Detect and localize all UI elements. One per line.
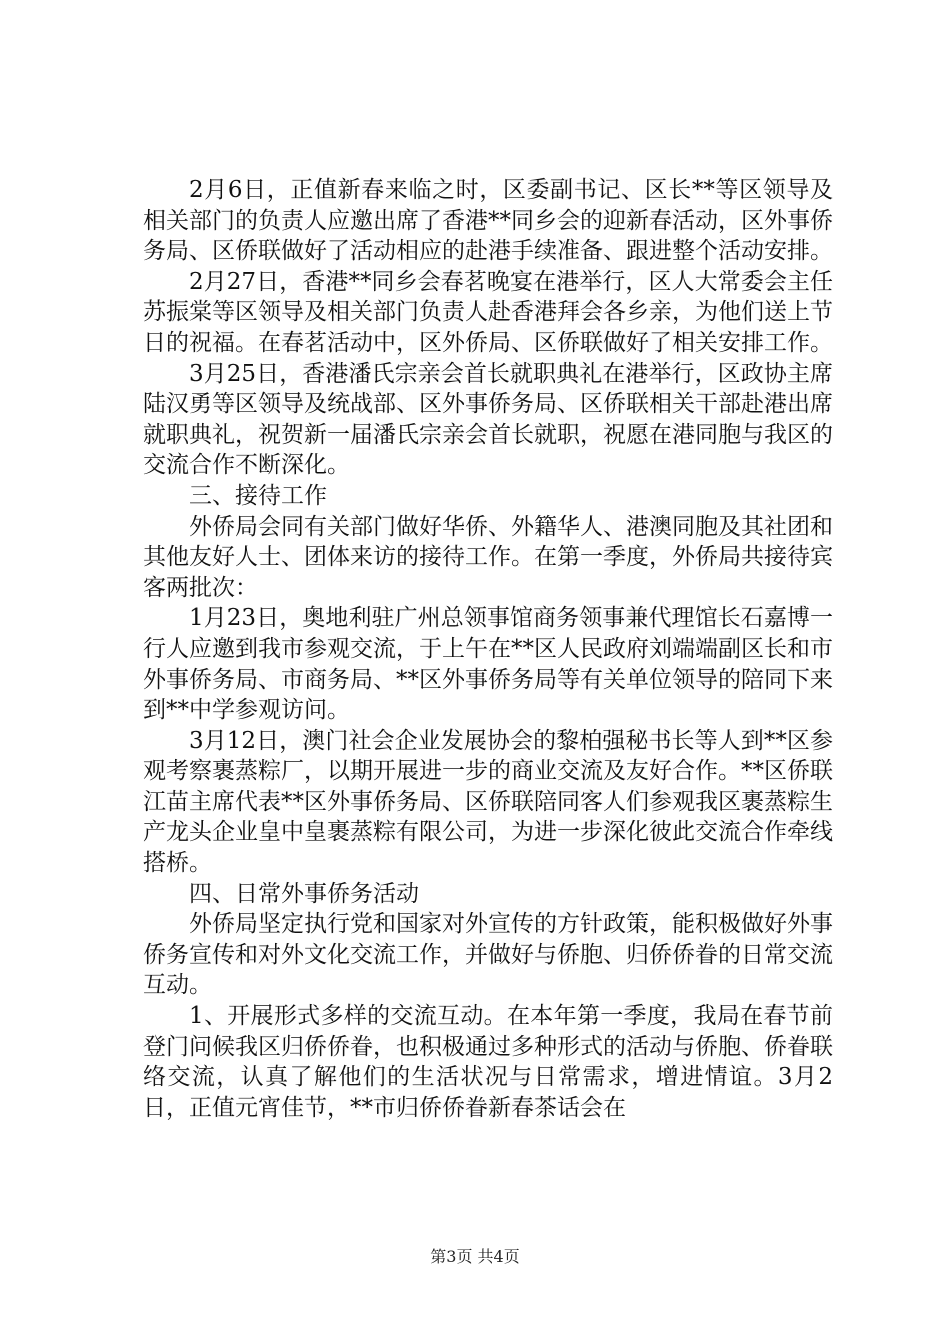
paragraph-feb6: 2月6日，正值新春来临之时，区委副书记、区长**等区领导及相关部门的负责人应邀出席了香港**同乡会的迎新春活动，区外事侨务局、区侨联做好了活动相应的赴港手续准备、跟进整个活动安排。 xyxy=(143,177,833,265)
section-heading-reception: 三、接待工作 xyxy=(189,482,327,509)
section-heading-daily-activities: 四、日常外事侨务活动 xyxy=(189,880,419,907)
paragraph-mar25: 3月25日，香港潘氏宗亲会首长就职典礼在港举行，区政协主席陆汉勇等区领导及统战部、区外事侨务局、区侨联相关干部赴港出席就职典礼，祝贺新一届潘氏宗亲会首长就职，祝愿在港同胞与我区的交流合作不断深化。 xyxy=(143,360,833,479)
paragraph-daily-intro: 外侨局坚定执行党和国家对外宣传的方针政策，能积极做好外事侨务宣传和对外文化交流工作，并做好与侨胞、归侨侨眷的日常交流互动。 xyxy=(143,911,833,999)
paragraph-mar12: 3月12日，澳门社会企业发展协会的黎柏强秘书长等人到**区参观考察裹蒸粽厂，以期开展进一步的商业交流及友好合作。**区侨联江苗主席代表**区外事侨务局、区侨联陪同客人们参观我区裹蒸粽生产龙头企业皇中皇裹蒸粽有限公司，为进一步深化彼此交流合作牵线搭桥。 xyxy=(143,727,833,877)
paragraph-jan23: 1月23日，奥地利驻广州总领事馆商务领事兼代理馆长石嘉博一行人应邀到我市参观交流，于上午在**区人民政府刘端端副区长和市外事侨务局、市商务局、**区外事侨务局等有关单位领导的陪同下来到**中学参观访问。 xyxy=(143,605,833,724)
paragraph-exchange: 1、开展形式多样的交流互动。在本年第一季度，我局在春节前登门问候我区归侨侨眷，也积极通过多种形式的活动与侨胞、侨眷联络交流，认真了解他们的生活状况与日常需求，增进情谊。3月2日，正值元宵佳节，**市归侨侨眷新春茶话会在 xyxy=(143,1003,833,1121)
paragraph-reception-intro: 外侨局会同有关部门做好华侨、外籍华人、港澳同胞及其社团和其他友好人士、团体来访的接待工作。在第一季度，外侨局共接待宾客两批次： xyxy=(143,513,833,601)
paragraph-feb27: 2月27日，香港**同乡会春茗晚宴在港举行，区人大常委会主任苏振棠等区领导及相关部门负责人赴香港拜会各乡亲，为他们送上节日的祝福。在春茗活动中，区外侨局、区侨联做好了相关安排工作。 xyxy=(143,268,833,356)
page-number-footer: 第3页 共4页 xyxy=(430,1247,520,1266)
body-text xyxy=(143,175,833,1123)
